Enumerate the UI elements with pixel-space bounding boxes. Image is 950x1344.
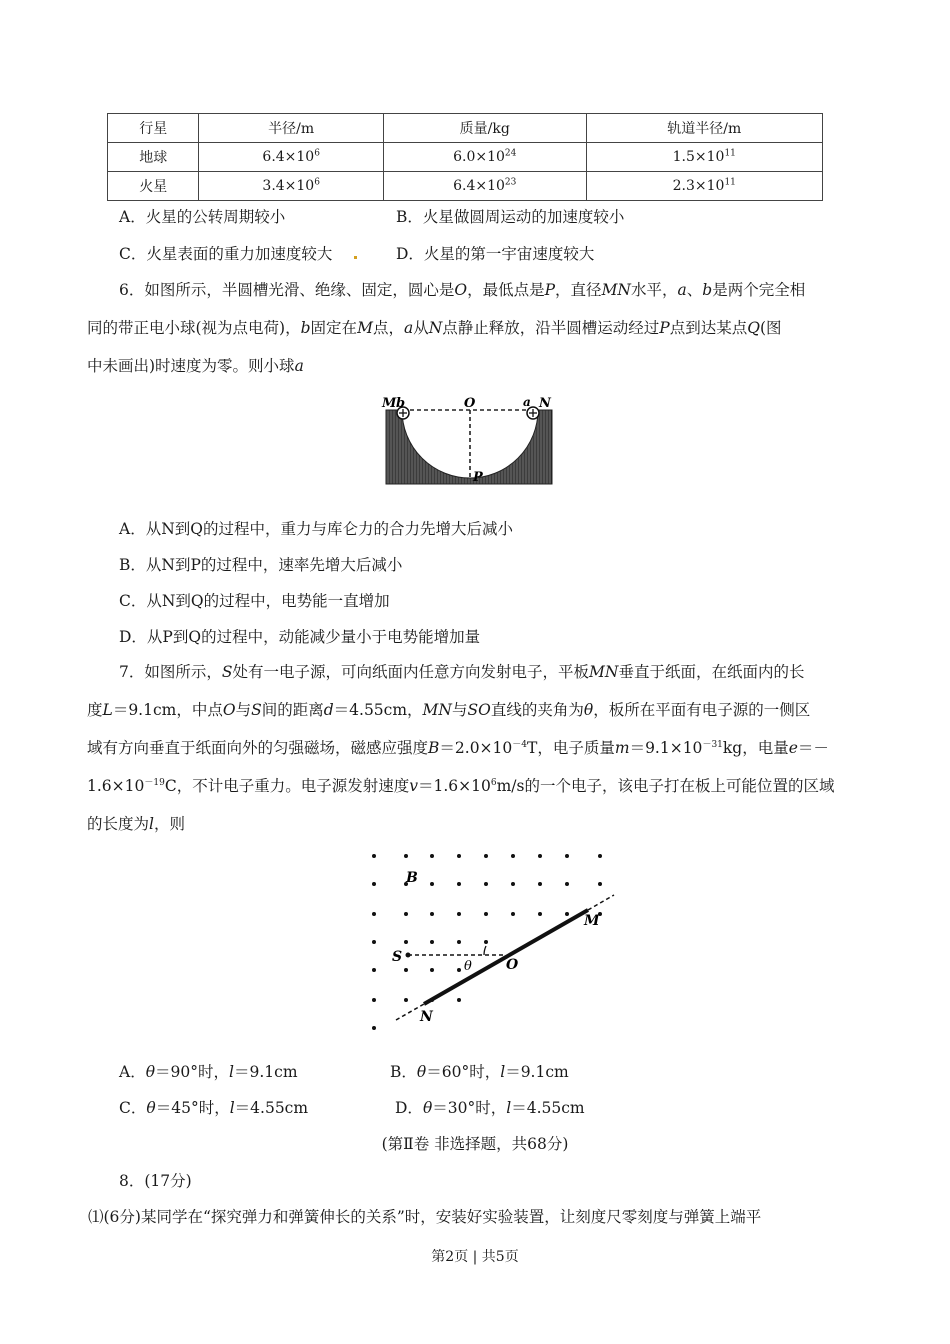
planet-mass: $6.4\times 10^{23}$ — [383, 172, 586, 201]
planet-orbit: $2.3\times 10^{11}$ — [586, 172, 822, 201]
label-m: M — [584, 913, 600, 929]
field-dot — [404, 854, 408, 858]
table-header-row — [108, 114, 823, 143]
q6-option-c: C．从N到Q的过程中，电势能一直增加 — [119, 592, 390, 610]
field-dot — [511, 912, 515, 916]
label-m: M — [382, 396, 397, 411]
q7-stem-line2: 度L＝9.1cm，中点O与S间的距离d＝4.55cm，MN与SO直线的夹角为θ，板所在平面有电子源的一侧区 — [87, 701, 811, 719]
header-mass: 质量/kg — [383, 114, 586, 143]
q6-option-d: D．从P到Q的过程中，动能减少量小于电势能增加量 — [119, 628, 481, 646]
field-dot — [565, 882, 569, 886]
planet-mass: $6.0\times 10^{24}$ — [383, 143, 586, 172]
field-dot — [538, 912, 542, 916]
q7-stem-line4: $1.6\times 10^{-19}C$，不计电子重力。电子源发射速度$v=1.6\times 10^6m/s$的一个电子，该电子打在板上可能位置的区域 — [87, 777, 835, 795]
field-dot — [484, 854, 488, 858]
field-dot — [457, 882, 461, 886]
field-dot — [404, 940, 408, 944]
semicircle-groove-figure — [380, 392, 560, 488]
header-radius: 半径/m — [199, 114, 384, 143]
q5-option-d: D．火星的第一宇宙速度较大 — [396, 245, 595, 263]
magnetic-field-figure — [362, 848, 622, 1034]
plate-extension-upper — [588, 895, 614, 910]
source-s-point — [406, 953, 411, 958]
label-b-field: B — [406, 870, 418, 886]
q7-stem-line1: 7．如图所示，S处有一电子源，可向纸面内任意方向发射电子，平板MN垂直于纸面，在纸面内的长 — [119, 663, 805, 681]
label-a: a — [523, 395, 531, 409]
field-dot — [457, 912, 461, 916]
angle-arc — [484, 946, 486, 955]
label-p: P — [473, 470, 483, 485]
planet-radius: $6.4\times 10^6$ — [199, 143, 384, 172]
q5-option-a: A．火星的公转周期较小 — [119, 208, 286, 226]
field-dot — [372, 940, 376, 944]
field-dot — [372, 854, 376, 858]
planet-table — [107, 113, 823, 201]
q7-option-b: B．θ＝60°时，l＝9.1cm — [390, 1063, 569, 1081]
label-theta: θ — [464, 959, 472, 974]
field-dot — [598, 854, 602, 858]
field-dot — [404, 968, 408, 972]
field-dot — [372, 968, 376, 972]
field-dot — [457, 968, 461, 972]
q6-stem-line2: 同的带正电小球(视为点电荷)，b固定在M点，a从N点静止释放，沿半圆槽运动经过P点到达某点Q(图 — [87, 319, 782, 337]
header-planet: 行星 — [108, 114, 199, 143]
table-row — [108, 143, 823, 172]
q5-option-b: B．火星做圆周运动的加速度较小 — [396, 208, 625, 226]
field-dot — [372, 882, 376, 886]
field-dot — [430, 940, 434, 944]
planet-orbit: $1.5\times 10^{11}$ — [586, 143, 822, 172]
field-dot — [457, 854, 461, 858]
field-dot — [598, 882, 602, 886]
planet-radius: $3.4\times 10^6$ — [199, 172, 384, 201]
label-b: b — [396, 396, 406, 411]
q8-part1-text: ⑴(6分)某同学在“探究弹力和弹簧伸长的关系”时，安装好实验装置，让刻度尺零刻度与弹簧上端平 — [88, 1208, 762, 1226]
table-row — [108, 172, 823, 201]
label-s: S — [392, 949, 403, 965]
field-dot — [404, 998, 408, 1002]
section-ii-heading: (第Ⅱ卷 非选择题，共68分) — [381, 1135, 569, 1153]
q5-option-c: C．火星表面的重力加速度较大 — [119, 245, 333, 263]
field-dot — [404, 912, 408, 916]
header-orbit: 轨道半径/m — [586, 114, 822, 143]
field-dot — [511, 854, 515, 858]
q7-stem-line5: 的长度为l，则 — [87, 815, 185, 833]
label-n: N — [420, 1009, 433, 1025]
field-dot — [430, 882, 434, 886]
q7-option-a: A．θ＝90°时，l＝9.1cm — [119, 1063, 298, 1081]
field-dot — [484, 940, 488, 944]
field-dot — [372, 998, 376, 1002]
q6-option-b: B．从N到P的过程中，速率先增大后减小 — [119, 556, 403, 574]
q6-stem-line3: 中未画出)时速度为零。则小球a — [87, 357, 304, 375]
field-dot — [430, 968, 434, 972]
field-dot — [430, 912, 434, 916]
q7-option-c: C．θ＝45°时，l＝4.55cm — [119, 1099, 309, 1117]
planet-name: 火星 — [108, 172, 199, 201]
q7-option-d: D．θ＝30°时，l＝4.55cm — [395, 1099, 585, 1117]
planet-name: 地球 — [108, 143, 199, 172]
field-dot — [565, 854, 569, 858]
page-footer: 第2页 | 共5页 — [431, 1249, 519, 1265]
label-n: N — [539, 396, 551, 411]
q6-stem-line1: 6．如图所示，半圆槽光滑、绝缘、固定，圆心是O，最低点是P，直径MN水平，a、b是两个完全相 — [119, 281, 806, 299]
stray-mark — [354, 256, 357, 259]
field-dot — [565, 912, 569, 916]
field-dot — [457, 998, 461, 1002]
field-dot — [457, 940, 461, 944]
field-dot — [538, 854, 542, 858]
q8-title: 8．(17分) — [119, 1172, 192, 1190]
field-dot — [511, 882, 515, 886]
field-dot — [372, 1026, 376, 1030]
label-o: O — [506, 957, 519, 973]
label-o: O — [464, 396, 476, 411]
field-dot — [484, 882, 488, 886]
field-dot — [484, 912, 488, 916]
field-dot — [538, 882, 542, 886]
field-dot — [372, 912, 376, 916]
q7-stem-line3: 域有方向垂直于纸面向外的匀强磁场，磁感应强度$B=2.0\times 10^{-4}T$，电子质量$m=9.1\times 10^{-31}kg$，电量e＝－ — [87, 739, 829, 757]
field-dot — [430, 854, 434, 858]
q6-option-a: A．从N到Q的过程中，重力与库仑力的合力先增大后减小 — [119, 520, 513, 538]
